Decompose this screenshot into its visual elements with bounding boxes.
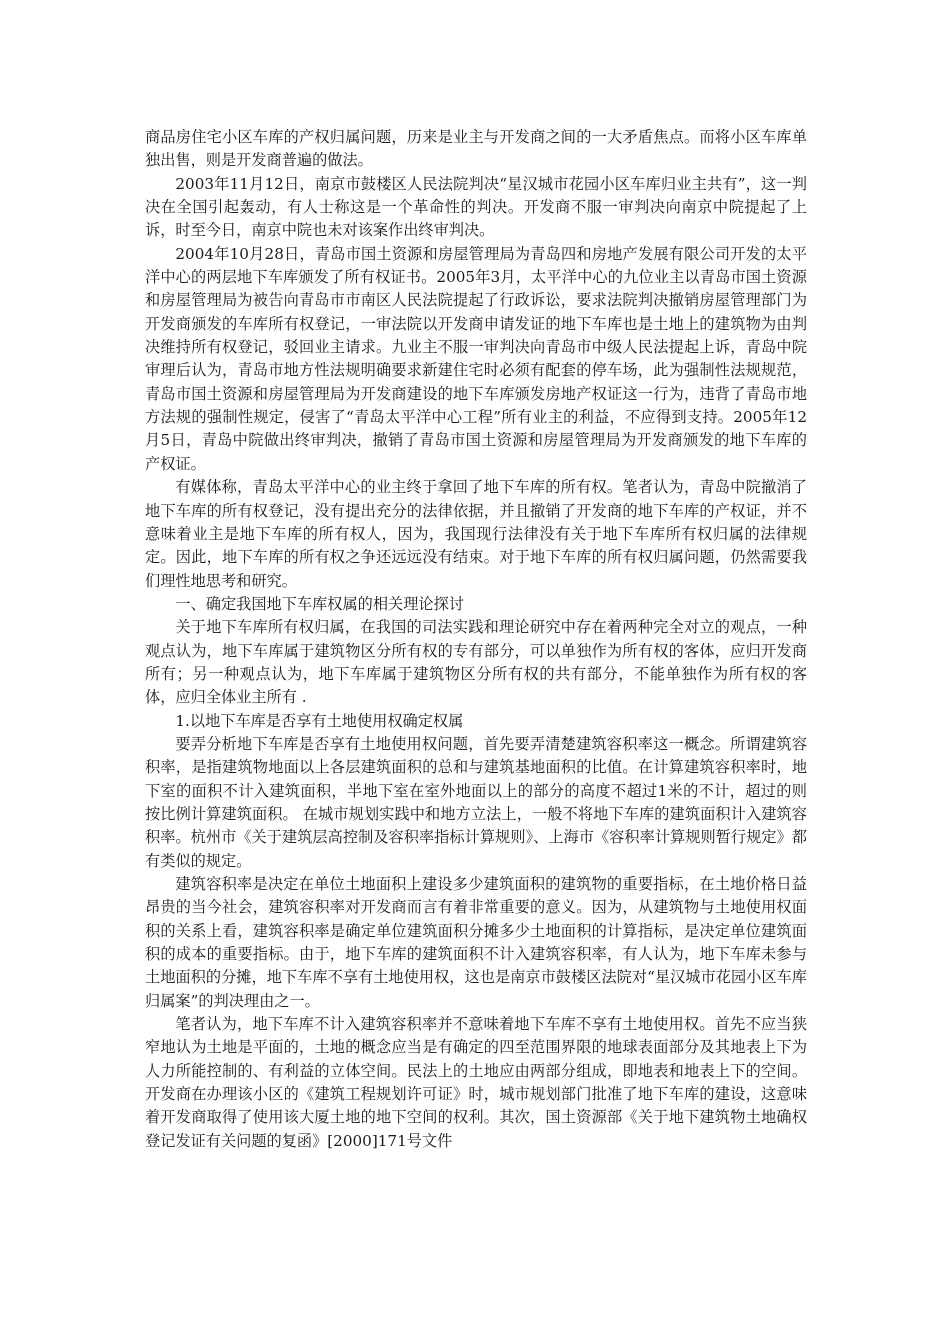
paragraph-qingdao-case: 2004年10月28日，青岛市国土资源和房屋管理局为青岛四和房地产发展有限公司开发的太平洋中心的两层地下车库颁发了所有权证书。2005年3月，太平洋中心的九位业主以青岛市国土资源和房屋管理局为被告向青岛市市南区人民法院提起了行政诉讼，要求法院判决撤销房屋管理部门为开发商颁发的车库所有权登记，一审法院以开发商申请发证的地下车库也是土地上的建筑物为由判决维持所有权登记，驳回业主请求。九业主不服一审判决向青岛市中级人民法提起上诉，青岛中院审理后认为，青岛市地方性法规明确要求新建住宅时必须有配套的停车场，此为强制性法规规范，青岛市国土资源和房屋管理局为开发商建设的地下车库颁发房地产权证这一行为，违背了青岛市地方法规的强制性规定，侵害了“青岛太平洋中心工程”所有业主的利益，不应得到支持。2005年12月5日，青岛中院做出终审判决，撤销了青岛市国土资源和房屋管理局为开发商颁发的地下车库的产权证。: [145, 244, 807, 473]
paragraph-nanjing-case: 2003年11月12日，南京市鼓楼区人民法院判决“星汉城市花园小区车库归业主共有”，这一判决在全国引起轰动，有人士称这是一个革命性的判决。开发商不服一审判决向南京中院提起了上诉，时至今日，南京中院也未对该案作出终审判决。: [145, 174, 807, 240]
paragraph-floor-area-ratio: 要弄分析地下车库是否享有土地使用权问题，首先要弄清楚建筑容积率这一概念。所谓建筑容积率，是指建筑物地面以上各层建筑面积的总和与建筑基地面积的比值。在计算建筑容积率时，地下室的面积不计入建筑面积，半地下室在室外地面以上的部分的高度不超过1米的不计，超过的则按比例计算建筑面积。 在城市规划实践中和地方立法上，一般不将地下车库的建筑面积计入建筑容积率。杭州市《关于建筑层高控制及容积率指标计算规则》、上海市《容积率计算规则暂行规定》都有类似的规定。: [145, 734, 807, 870]
paragraph-ratio-importance: 建筑容积率是决定在单位土地面积上建设多少建筑面积的建筑物的重要指标，在土地价格日益昂贵的当今社会，建筑容积率对开发商而言有着非常重要的意义。因为，从建筑物与土地使用权面积的关系上看，建筑容积率是确定单位建筑面积分摊多少土地面积的计算指标，是决定单位建筑面积的成本的重要指标。由于，地下车库的建筑面积不计入建筑容积率，有人认为，地下车库未参与土地面积的分摊，地下车库不享有土地使用权，这也是南京市鼓楼区法院对“星汉城市花园小区车库归属案”的判决理由之一。: [145, 875, 807, 1010]
subsection-heading-1: 1.以地下车库是否享有土地使用权确定权属: [175, 711, 464, 730]
paragraph-two-views: 关于地下车库所有权归属，在我国的司法实践和理论研究中存在着两种完全对立的观点，一种观点认为，地下车库属于建筑物区分所有权的专有部分，可以单独作为所有权的客体，应归开发商所有；另一种观点认为，地下车库属于建筑物区分所有权的共有部分，不能单独作为所有权的客体，应归全体业主所有 .: [145, 618, 807, 707]
section-heading-1: 一、确定我国地下车库权属的相关理论探讨: [175, 594, 464, 613]
paragraph-intro: 商品房住宅小区车库的产权归属问题，历来是业主与开发商之间的一大矛盾焦点。而将小区车库单独出售，则是开发商普遍的做法。: [145, 128, 807, 170]
paragraph-author-argument: 笔者认为，地下车库不计入建筑容积率并不意味着地下车库不享有土地使用权。首先不应当狭窄地认为土地是平面的，土地的概念应当是有确定的四至范围界限的地球表面部分及其地表上下为人力所能控制的、有利益的立体空间。民法上的土地应由两部分组成，即地表和地表上下的空间。开发商在办理该小区的《建筑工程规划许可证》时，城市规划部门批准了地下车库的建设，这意味着开发商取得了使用该大厦土地的地下空间的权利。其次，国土资源部《关于地下建筑物土地确权登记发证有关问题的复函》[2000]171号文件: [145, 1015, 807, 1150]
document-body: [145, 126, 807, 1153]
paragraph-author-view: 有媒体称，青岛太平洋中心的业主终于拿回了地下车库的所有权。笔者认为，青岛中院撤消了地下车库的所有权登记，没有提出充分的法律依据，并且撤销了开发商的地下车库的产权证，并不意味着业主是地下车库的所有权人，因为，我国现行法律没有关于地下车库所有权归属的法律规定。因此，地下车库的所有权之争还远远没有结束。对于地下车库的所有权归属问题，仍然需要我们理性地思考和研究。: [145, 478, 807, 590]
